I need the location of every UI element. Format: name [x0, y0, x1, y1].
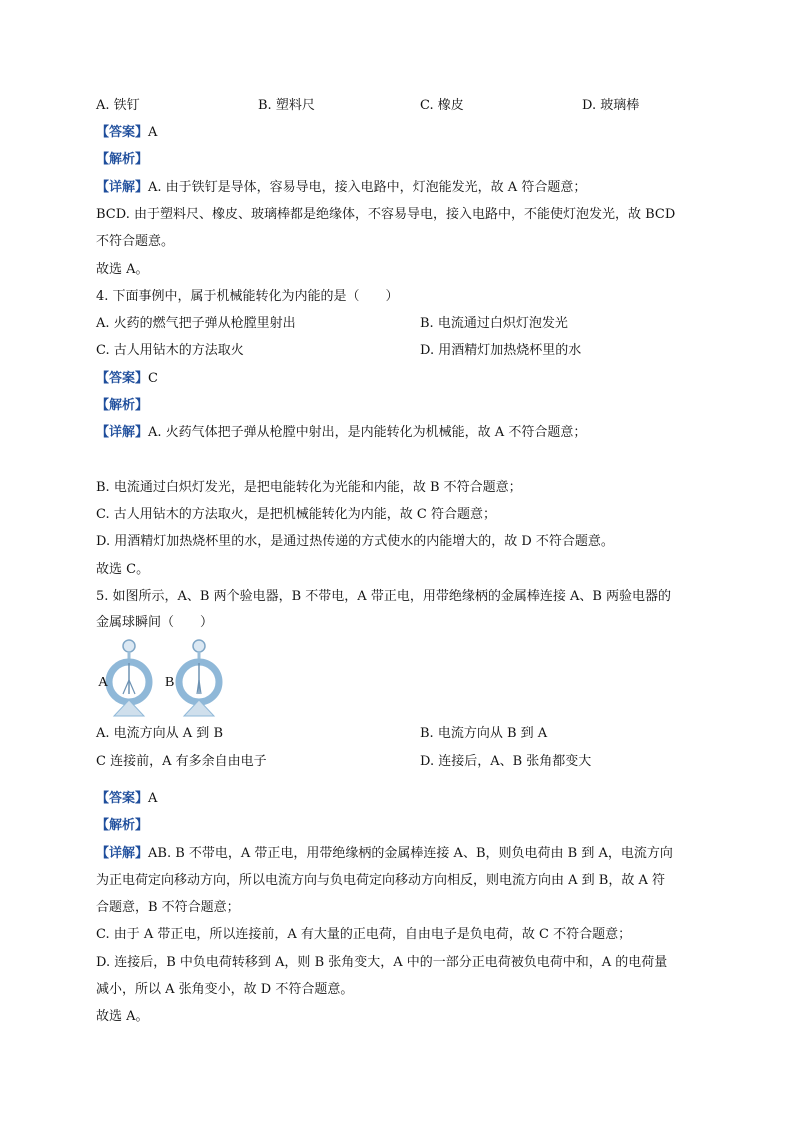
answer-tag: 【答案】 — [96, 791, 149, 806]
q3-analysis-line — [96, 150, 148, 170]
q5-option-c: C 连接前，A 有多余自由电子 — [96, 754, 267, 769]
answer-value: A — [148, 791, 158, 806]
q4-detail-line-2: B. 电流通过白炽灯发光，是把电能转化为光能和内能，故 B 不符合题意； — [96, 480, 522, 495]
q5-detail-line-2: 为正电荷定向移动方向，所以电流方向与负电荷定向移动方向相反，则电流方向由 A 到 B，故 A 符 — [96, 873, 665, 888]
detail-text: A. 由于铁钉是导体，容易导电，接入电路中，灯泡能发光，故 A 符合题意； — [148, 180, 587, 195]
q3-detail-line-3: 不符合题意。 — [96, 234, 175, 249]
q5-stem-line-1: 5. 如图所示，A、B 两个验电器，B 不带电，A 带正电，用带绝缘柄的金属棒连接 A、B 两验电器的 — [96, 589, 672, 604]
answer-tag: 【答案】 — [96, 371, 149, 386]
q3-detail-line-2: BCD. 由于塑料尺、橡皮、玻璃棒都是绝缘体，不容易导电，接入电路中，不能使灯泡发光，故 BCD — [96, 207, 676, 222]
q3-answer-line — [96, 123, 157, 143]
q4-conclusion: 故选 C。 — [96, 562, 150, 577]
q5-analysis-line — [96, 816, 148, 836]
q5-detail-line-6: 减小，所以 A 张角变小，故 D 不符合题意。 — [96, 982, 354, 997]
q4-option-c: C. 古人用钻木的方法取火 — [96, 343, 244, 358]
q4-option-d: D. 用酒精灯加热烧杯里的水 — [420, 343, 582, 358]
detail-text: AB. B 不带电，A 带正电，用带绝缘柄的金属棒连接 A、B，则负电荷由 B 到 A，电流方向 — [148, 846, 673, 861]
q4-option-a: A. 火药的燃气把子弹从枪膛里射出 — [96, 316, 296, 331]
figure-label-a: A — [98, 675, 109, 690]
q4-option-b: B. 电流通过白炽灯泡发光 — [420, 316, 568, 331]
q3-option-b: B. 塑料尺 — [258, 98, 315, 113]
q3-option-a: A. 铁钉 — [96, 98, 140, 113]
q4-analysis-line — [96, 396, 148, 416]
electroscopes-svg — [92, 636, 232, 720]
electroscope-a — [109, 640, 149, 716]
q5-detail-line-4: C. 由于 A 带正电，所以连接前，A 有大量的正电荷，自由电子是负电荷，故 C 不符合题意； — [96, 927, 632, 942]
q4-detail-line-1 — [96, 423, 586, 443]
answer-tag: 【答案】 — [96, 125, 149, 140]
q4-detail-line-3: C. 古人用钻木的方法取火，是把机械能转化为内能，故 C 符合题意； — [96, 507, 496, 522]
q4-detail-line-4: D. 用酒精灯加热烧杯里的水，是通过热传递的方式使水的内能增大的，故 D 不符合题意。 — [96, 534, 614, 549]
detail-tag: 【详解】 — [96, 180, 149, 195]
q4-answer-line — [96, 369, 158, 389]
q5-detail-line-1 — [96, 844, 673, 864]
detail-text: A. 火药气体把子弹从枪膛中射出，是内能转化为机械能，故 A 不符合题意； — [148, 425, 587, 440]
q3-option-d: D. 玻璃棒 — [582, 98, 640, 113]
q5-option-a: A. 电流方向从 A 到 B — [96, 726, 223, 741]
q4-stem: 4. 下面事例中，属于机械能转化为内能的是（ ） — [96, 289, 399, 304]
q5-conclusion: 故选 A。 — [96, 1009, 149, 1024]
q5-answer-line — [96, 789, 157, 809]
analysis-tag: 【解析】 — [96, 152, 149, 167]
answer-value: A — [148, 125, 158, 140]
q5-detail-line-5: D. 连接后，B 中负电荷转移到 A，则 B 张角变大，A 中的一部分正电荷被负电荷中和，A 的电荷量 — [96, 955, 668, 970]
electroscope-b — [179, 640, 219, 716]
q3-option-c: C. 橡皮 — [420, 98, 464, 113]
q5-option-b: B. 电流方向从 B 到 A — [420, 726, 548, 741]
analysis-tag: 【解析】 — [96, 398, 149, 413]
answer-value: C — [148, 371, 158, 386]
detail-tag: 【详解】 — [96, 425, 149, 440]
q3-conclusion: 故选 A。 — [96, 262, 149, 277]
analysis-tag: 【解析】 — [96, 818, 149, 833]
q5-detail-line-3: 合题意，B 不符合题意； — [96, 900, 240, 915]
q3-detail-line-1 — [96, 178, 586, 198]
electroscope-figure — [92, 636, 232, 720]
detail-tag: 【详解】 — [96, 846, 149, 861]
q5-option-d: D. 连接后，A、B 张角都变大 — [420, 754, 592, 769]
q5-stem-line-2: 金属球瞬间（ ） — [96, 615, 214, 630]
figure-label-b: B — [165, 675, 175, 690]
